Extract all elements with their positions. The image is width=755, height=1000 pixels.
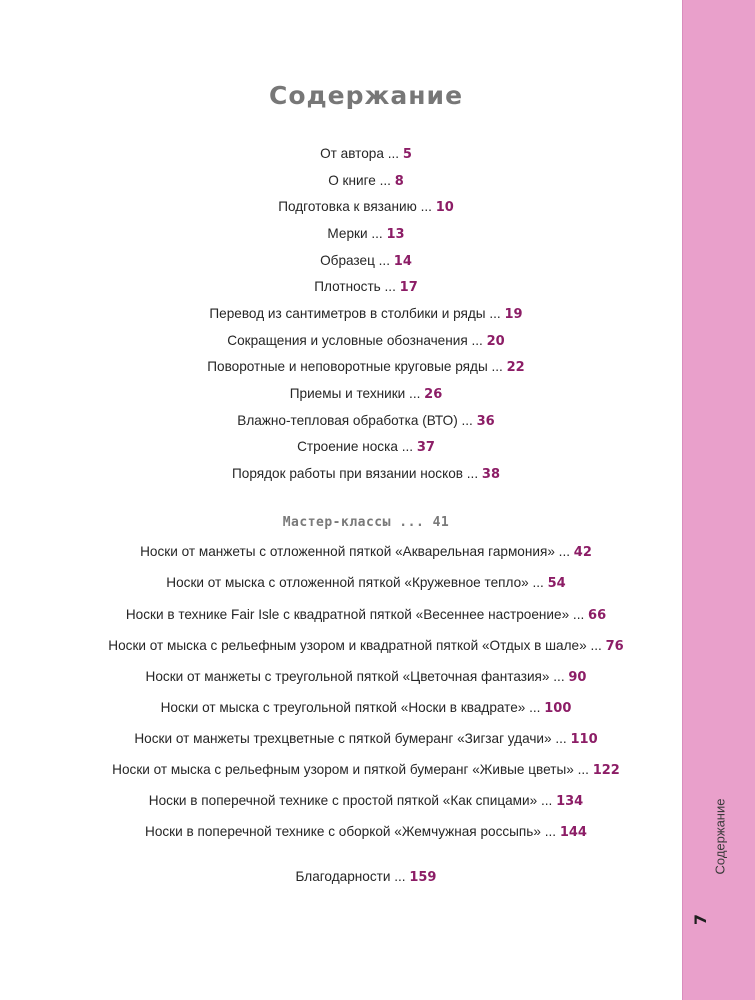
toc-entry[interactable]: [0, 572, 732, 594]
section-heading-page: 41: [432, 515, 450, 530]
toc-leader: ...: [532, 575, 544, 590]
section-heading-master-classes[interactable]: [0, 512, 732, 534]
toc-page-number: 5: [402, 147, 412, 162]
toc-entry-label: Носки от мыска с треугольной пяткой «Носки в квадрате»: [160, 700, 526, 715]
toc-page-number: 76: [605, 639, 624, 654]
toc-page-number: 54: [547, 576, 566, 591]
toc-page-number: 42: [573, 545, 592, 560]
toc-entry[interactable]: [0, 697, 732, 719]
toc-leader: ...: [461, 413, 473, 428]
toc-leader: ...: [466, 466, 479, 481]
toc-page-number: 159: [409, 870, 437, 885]
side-tab-label: [684, 777, 755, 895]
toc-leader: ...: [371, 226, 383, 241]
toc-leader: ...: [577, 762, 589, 777]
toc-entry-label: Мерки: [327, 226, 368, 241]
toc-leader: ...: [394, 869, 406, 884]
toc-entry-acknowledgements[interactable]: [0, 866, 732, 888]
toc-entry-label: Влажно-тепловая обработка (ВТО): [237, 413, 458, 428]
toc-entry-label: Носки от мыска с отложенной пяткой «Кружевное тепло»: [166, 575, 529, 590]
toc-page-number: 100: [544, 701, 572, 716]
toc-entry-label: Благодарности: [295, 869, 391, 884]
toc-page-number: 90: [568, 670, 587, 685]
toc-entry[interactable]: [0, 170, 732, 192]
toc-entry-label: О книге: [328, 173, 376, 188]
toc-entry-label: Поворотные и неповоротные круговые ряды: [207, 359, 488, 374]
toc-leader: ...: [491, 359, 503, 374]
toc-entry-label: Перевод из сантиметров в столбики и ряды: [209, 306, 486, 321]
toc-leader: ...: [540, 793, 553, 808]
toc-leader: ...: [590, 638, 602, 653]
side-tab-edge: [682, 0, 683, 1000]
toc-leader: ...: [379, 173, 391, 188]
toc-entry[interactable]: [0, 790, 732, 812]
toc-page-number: 19: [504, 307, 523, 322]
toc-entry-label: Приемы и техники: [289, 386, 406, 401]
toc-page-number: 8: [394, 174, 404, 189]
toc-leader: ...: [471, 333, 483, 348]
toc-entry[interactable]: [0, 303, 732, 325]
toc-entry[interactable]: [0, 196, 732, 218]
page-title: Содержание: [268, 81, 464, 110]
toc-entry[interactable]: [0, 250, 732, 272]
toc-leader: ...: [378, 253, 390, 268]
page-number: 7: [691, 913, 711, 925]
toc-leader: ...: [420, 199, 432, 214]
toc-entry-label: Строение носка: [297, 439, 398, 454]
side-tab-label-text: Содержание: [712, 798, 728, 874]
toc-entry[interactable]: [0, 356, 732, 378]
toc-leader: ...: [387, 146, 400, 161]
toc-entry[interactable]: [0, 383, 732, 405]
toc-entry-label: Подготовка к вязанию: [278, 199, 417, 214]
toc-page-number: 10: [435, 200, 454, 215]
toc-entry-label: Носки в поперечной технике с оборкой «Жемчужная россыпь»: [145, 824, 541, 839]
folio: [684, 905, 718, 933]
toc-entry-label: Носки от манжеты трехцветные с пяткой бумеранг «Зигзаг удачи»: [134, 731, 552, 746]
toc-page-number: 122: [592, 763, 620, 778]
toc-entry[interactable]: [0, 604, 732, 626]
toc-leader: ...: [555, 731, 567, 746]
toc-page-number: 110: [570, 732, 598, 747]
toc-page-number: 37: [416, 440, 435, 455]
toc-leader: ...: [558, 544, 571, 559]
toc-leader: ...: [409, 386, 421, 401]
toc-entry-label: Носки в технике Fair Isle с квадратной пяткой «Весеннее настроение»: [125, 607, 570, 622]
toc-leader: ...: [384, 279, 396, 294]
toc-entry-label: Носки в поперечной технике с простой пяткой «Как спицами»: [148, 793, 538, 808]
toc-leader: ...: [489, 306, 501, 321]
toc-entry-label: Образец: [320, 253, 375, 268]
toc-entry-label: Носки от манжеты с треугольной пяткой «Цветочная фантазия»: [145, 669, 550, 684]
toc-entry-label: Носки от манжеты с отложенной пяткой «Акварельная гармония»: [140, 544, 555, 559]
toc-entry[interactable]: [0, 541, 732, 563]
toc-entry-label: Плотность: [314, 279, 381, 294]
toc-entry-label: От автора: [320, 146, 384, 161]
toc-entry-label: Носки от мыска с рельефным узором и пяткой бумеранг «Живые цветы»: [112, 762, 574, 777]
toc-page-number: 38: [481, 467, 500, 482]
toc-page-number: 14: [393, 254, 412, 269]
toc-entry[interactable]: [0, 759, 732, 781]
section-heading-leader: ...: [399, 515, 425, 530]
toc-leader: ...: [401, 439, 414, 454]
toc-page-number: 22: [506, 360, 525, 375]
toc-entry[interactable]: [0, 143, 732, 165]
toc-leader: ...: [544, 824, 557, 839]
toc-entry-label: Носки от мыска с рельефным узором и квадратной пяткой «Отдых в шале»: [108, 638, 587, 653]
toc-entry[interactable]: [0, 436, 732, 458]
toc-entry[interactable]: [0, 728, 732, 750]
toc-page-number: 13: [386, 227, 405, 242]
toc-page-number: 134: [556, 794, 584, 809]
toc-page-number: 20: [486, 334, 505, 349]
toc-leader: ...: [572, 607, 585, 622]
toc-entry[interactable]: [0, 223, 732, 245]
toc-entry[interactable]: [0, 635, 732, 657]
toc-page-number: 17: [399, 280, 418, 295]
toc-page-number: 36: [476, 414, 495, 429]
toc-entry[interactable]: [0, 410, 732, 432]
toc-page-number: 66: [588, 608, 607, 623]
toc-entry[interactable]: [0, 821, 732, 843]
toc-leader: ...: [529, 700, 541, 715]
toc-page-number: 26: [424, 387, 443, 402]
toc-entry-label: Сокращения и условные обозначения: [227, 333, 468, 348]
section-heading-label: Мастер-классы: [282, 515, 391, 530]
toc-page-number: 144: [559, 825, 587, 840]
toc-leader: ...: [553, 669, 565, 684]
toc-entry[interactable]: [0, 666, 732, 688]
toc-entry[interactable]: [0, 276, 732, 298]
toc-entry[interactable]: [0, 463, 732, 485]
toc-entry[interactable]: [0, 330, 732, 352]
toc-entry-label: Порядок работы при вязании носков: [232, 466, 463, 481]
